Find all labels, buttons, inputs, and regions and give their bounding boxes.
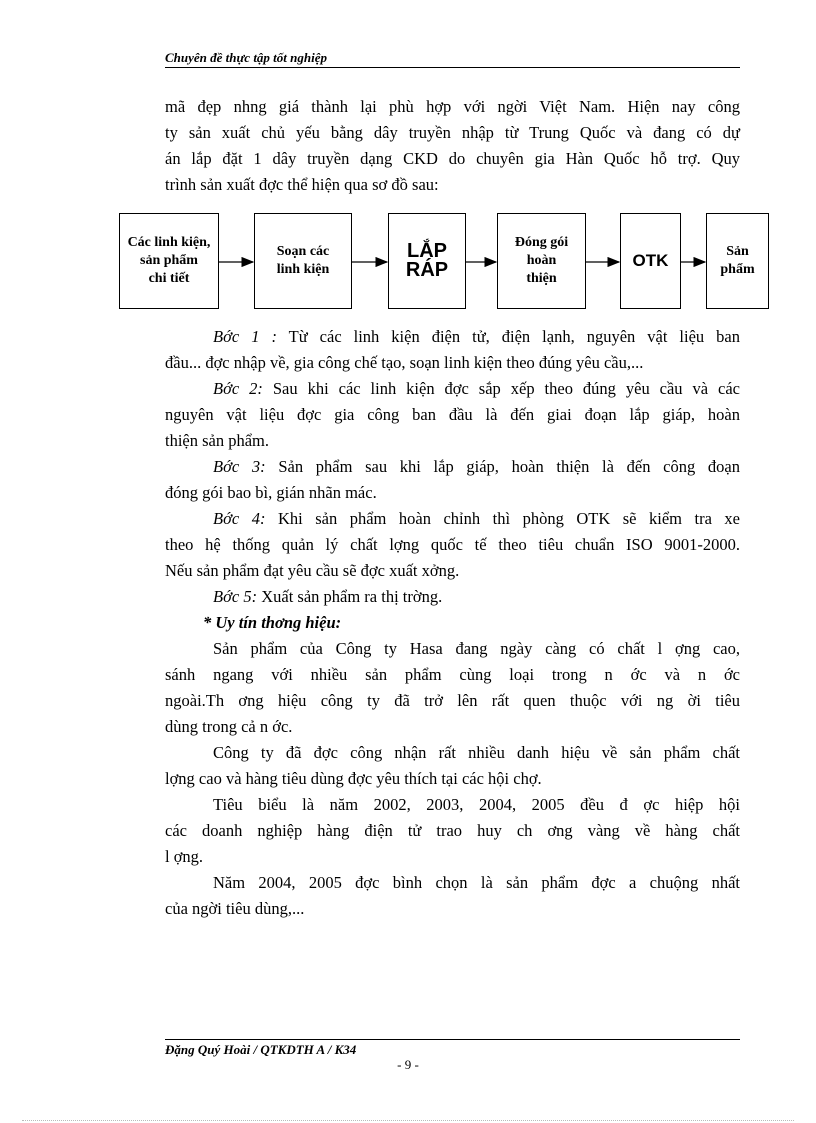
step-2-line: thiện sản phẩm.: [165, 431, 270, 450]
intro-line: trình sản xuất đợc thể hiện qua sơ đồ sau:: [165, 175, 439, 194]
step-4-line: Nếu sản phẩm đạt yêu cầu sẽ đợc xuất xởng.: [165, 561, 460, 580]
paragraph-line: dùng trong cả n ớc.: [165, 717, 293, 736]
intro-line: ty sản xuất chủ yếu bằng dây truyền nhập từ Trung Quốc và đang có dự: [165, 123, 740, 142]
paragraph-line: sánh ngang với nhiều sản phẩm cùng loại trong n ớc và n ớc: [165, 665, 740, 684]
step-label: Bớc 2:: [213, 379, 263, 398]
paragraph-line: Công ty đã đợc công nhận rất nhiều danh hiệu về sản phẩm chất: [213, 743, 740, 762]
step-2-line: [165, 376, 740, 402]
step-4-line: theo hệ thống quản lý chất lợng quốc tế theo tiêu chuẩn ISO 9001-2000.: [165, 535, 740, 554]
flow-box-label: Đóng gói hoàn thiện: [514, 235, 569, 286]
page-number: - 9 -: [397, 1057, 419, 1072]
running-header: Chuyên đề thực tập tốt nghiệp: [165, 49, 740, 68]
flow-box-prepare: [254, 213, 352, 309]
paragraph-line: lợng cao và hàng tiêu dùng đợc yêu thích tại các hội chợ.: [165, 769, 542, 788]
flow-box-product: [706, 213, 769, 309]
footer-divider: [165, 1039, 740, 1040]
step-text: Xuất sản phẩm ra thị trờng.: [257, 587, 443, 606]
paragraph-line: l ợng.: [165, 847, 204, 866]
flow-box-assembly: [388, 213, 466, 309]
paragraph-line: Tiêu biểu là năm 2002, 2003, 2004, 2005 đều đ ợc hiệp hội: [213, 795, 740, 814]
step-text: Khi sản phẩm hoàn chỉnh thì phòng OTK sẽ kiểm tra xe: [265, 509, 740, 528]
paragraph-line: Năm 2004, 2005 đợc bình chọn là sản phẩm đợc a chuộng nhất: [213, 873, 740, 892]
paragraph-line: các doanh nghiệp hàng điện tử trao huy ch ơng vàng về hàng chất: [165, 821, 740, 840]
step-text: Sau khi các linh kiện đợc sắp xếp theo đúng yêu cầu và các: [262, 379, 741, 398]
flow-box-label: OTK: [632, 251, 669, 270]
flow-box-components: [119, 213, 219, 309]
intro-paragraph: [165, 94, 740, 198]
footer-author: Đặng Quý Hoài / QTKDTH A / K34: [165, 1042, 357, 1057]
intro-line: mã đẹp nhng giá thành lại phù hợp với ngời Việt Nam. Hiện nay công: [165, 97, 740, 116]
step-4-line: [165, 506, 740, 532]
paragraph-line: ngoài.Th ơng hiệu công ty đã trở lên rất quen thuộc với ng ời tiêu: [165, 691, 740, 710]
paragraph-line: Sản phẩm của Công ty Hasa đang ngày càng có chất l ợng cao,: [213, 639, 740, 658]
flow-box-label: Sản phẩm: [720, 244, 755, 277]
step-label: Bớc 3:: [213, 457, 266, 476]
paragraph-line: của ngời tiêu dùng,...: [165, 899, 305, 918]
page-bottom-border: [22, 1120, 794, 1121]
step-3-line: đóng gói bao bì, gián nhãn mác.: [165, 483, 377, 502]
step-text: Từ các linh kiện điện tử, điện lạnh, nguyên vật liệu ban: [276, 327, 740, 346]
step-label: Bớc 5:: [213, 587, 258, 606]
step-1-line: đầu... đợc nhập về, gia công chế tạo, soạn linh kiện theo đúng yêu cầu,...: [165, 353, 644, 372]
step-text: Sản phẩm sau khi lắp giáp, hoàn thiện là đến công đoạn: [265, 457, 740, 476]
step-label: Bớc 1 :: [213, 327, 277, 346]
step-5-line: [165, 584, 740, 610]
flow-box-label: Soạn các linh kiện: [276, 244, 330, 277]
step-2-line: nguyên vật liệu đợc gia công ban đầu là đến giai đoạn lắp giáp, hoàn: [165, 405, 740, 424]
flow-box-packaging: [497, 213, 586, 309]
flow-box-label: LẮP RÁP: [405, 240, 449, 281]
step-3-line: [165, 454, 740, 480]
brand-reputation-heading: * Uy tín thơng hiệu:: [203, 613, 342, 632]
step-1-line: [165, 324, 740, 350]
step-label: Bớc 4:: [213, 509, 266, 528]
process-steps: [165, 324, 740, 922]
flow-box-label: Các linh kiện, sản phẩm chi tiết: [127, 235, 211, 286]
flow-box-otk: [620, 213, 681, 309]
intro-line: án lắp đặt 1 dây truyền dạng CKD do chuyên gia Hàn Quốc hỗ trợ. Quy: [165, 149, 740, 168]
